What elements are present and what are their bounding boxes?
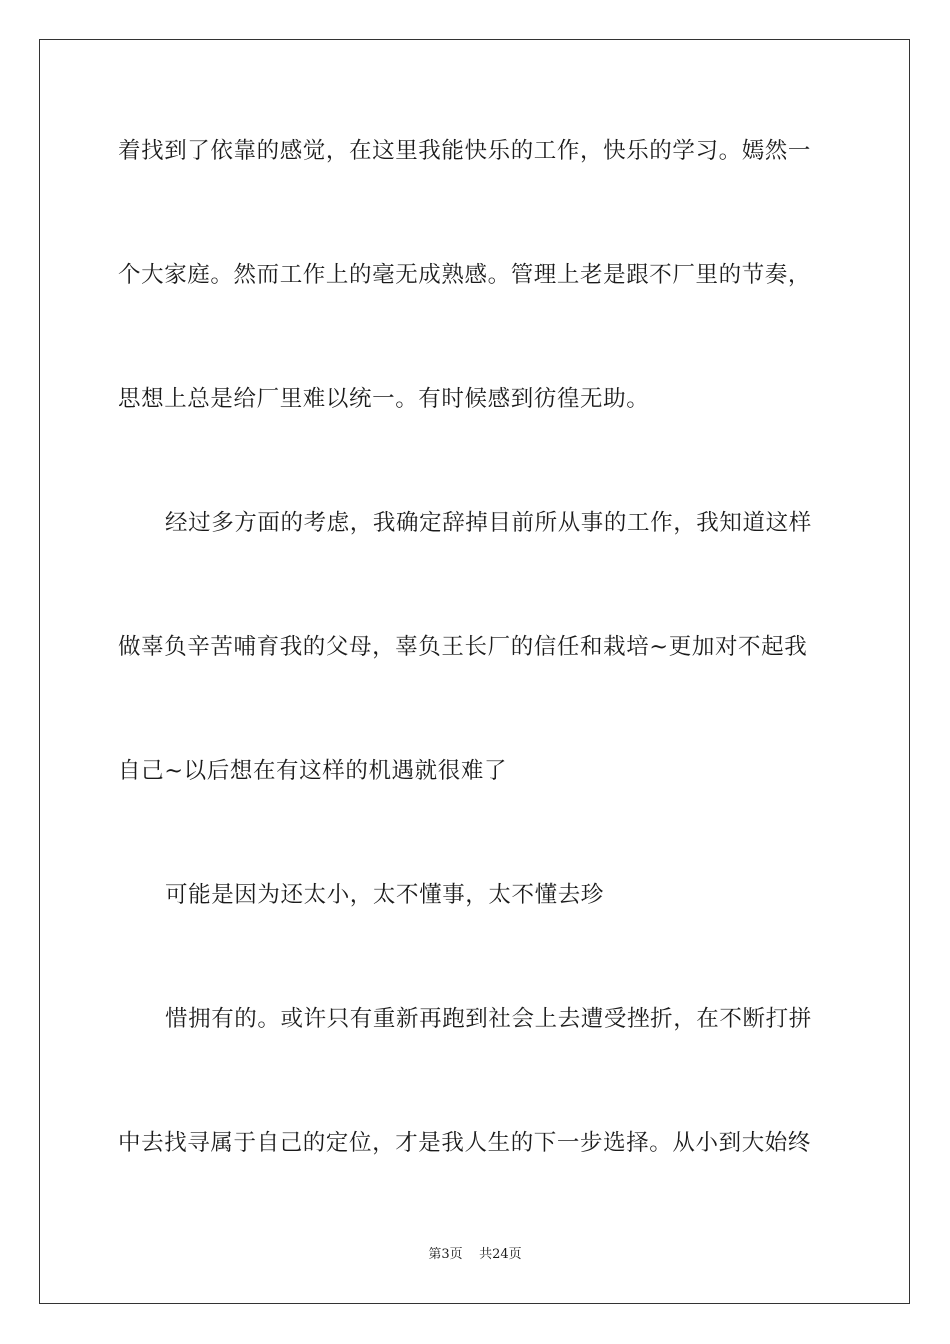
paragraph-start-line: 惜拥有的。或许只有重新再跑到社会上去遭受挫折，在不断打拼 [165, 1006, 812, 1032]
paragraph-start-line: 经过多方面的考虑，我确定辞掉目前所从事的工作，我知道这样 [165, 510, 812, 536]
text-line: 思想上总是给厂里难以统一。有时候感到彷徨无助。 [118, 386, 650, 412]
text-line: 自己~以后想在有这样的机遇就很难了 [118, 758, 508, 784]
page-number-footer: 第3页 共24页 [428, 1247, 522, 1262]
text-line: 中去找寻属于自己的定位，才是我人生的下一步选择。从小到大始终 [118, 1130, 812, 1156]
text-line: 做辜负辛苦哺育我的父母，辜负王长厂的信任和栽培~更加对不起我 [118, 634, 808, 660]
text-line: 着找到了依靠的感觉，在这里我能快乐的工作，快乐的学习。嫣然一 [118, 138, 812, 164]
text-line: 个大家庭。然而工作上的毫无成熟感。管理上老是跟不厂里的节奏， [118, 262, 812, 288]
paragraph-start-line: 可能是因为还太小，太不懂事，太不懂去珍 [165, 882, 604, 908]
page-border [39, 39, 910, 1304]
